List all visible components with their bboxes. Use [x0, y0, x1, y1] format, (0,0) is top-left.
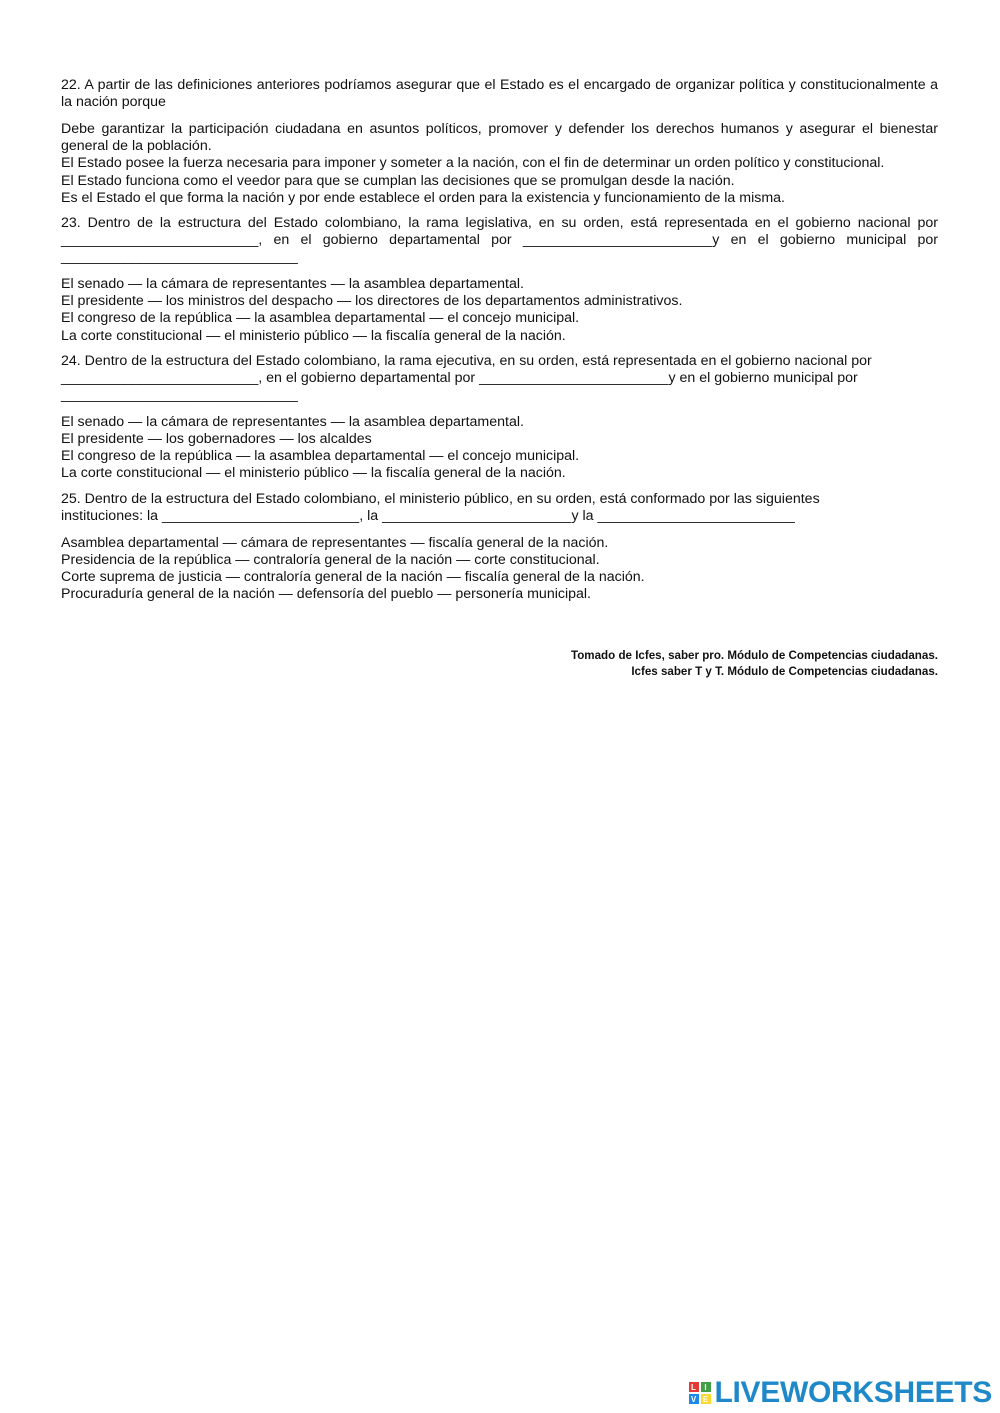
question-25-options	[61, 535, 938, 604]
question-24-option-c[interactable]: El congreso de la república — la asamblea departamental — el concejo municipal.	[61, 448, 580, 465]
question-24-line-1: 24. Dentro de la estructura del Estado colombiano, la rama ejecutiva, en su orden, está representada en el gobierno nacional por	[61, 352, 872, 369]
question-25	[61, 491, 938, 604]
question-22-stem: 22. A partir de las definiciones anteriores podríamos asegurar que el Estado es el encargado de organizar política y constitucionalmente a la nación porque	[61, 77, 938, 110]
question-25-option-b[interactable]: Presidencia de la república — contraloría general de la nación — corte constitucional.	[61, 551, 600, 568]
question-23-options	[61, 276, 938, 345]
question-25-option-d[interactable]: Procuraduría general de la nación — defensoría del pueblo — personería municipal.	[61, 586, 591, 603]
liveworksheets-logo-icon	[689, 1382, 711, 1404]
logo-square-l: L	[689, 1382, 699, 1392]
question-23	[61, 215, 938, 345]
question-23-option-c[interactable]: El congreso de la república — la asamblea departamental — el concejo municipal.	[61, 310, 580, 327]
question-25-line-2[interactable]: instituciones: la _________________________, la ________________________y la _________________________	[61, 507, 795, 524]
question-24-options	[61, 414, 938, 483]
question-24-blank-3[interactable]: ______________________________	[61, 386, 298, 403]
question-24	[61, 353, 938, 483]
question-23-option-d[interactable]: La corte constitucional — el ministerio público — la fiscalía general de la nación.	[61, 327, 566, 344]
question-24-line-2[interactable]: _________________________, en el gobierno departamental por ________________________y en el gobierno municipal por	[61, 369, 858, 386]
liveworksheets-logo[interactable]	[689, 1373, 993, 1413]
question-22-option-c[interactable]: El Estado funciona como el veedor para que se cumplan las decisiones que se promulgan desde la nación.	[61, 172, 735, 189]
question-22-option-d[interactable]: Es el Estado el que forma la nación y por ende establece el orden para la existencia y funcionamiento de la misma.	[61, 189, 785, 206]
source-citation	[571, 648, 938, 679]
question-24-option-b[interactable]: El presidente — los gobernadores — los alcaldes	[61, 431, 372, 448]
question-23-line-1: 23. Dentro de la estructura del Estado colombiano, la rama legislativa, en su orden, está representada en el gobierno nacional por	[61, 215, 938, 232]
logo-square-e: E	[701, 1394, 711, 1404]
question-23-option-b[interactable]: El presidente — los ministros del despacho — los directores de los departamentos administrativos.	[61, 293, 683, 310]
source-line-2: Icfes saber T y T. Módulo de Competencias ciudadanas.	[631, 664, 938, 678]
question-22-options	[61, 121, 938, 207]
question-25-option-a[interactable]: Asamblea departamental — cámara de representantes — fiscalía general de la nación.	[61, 534, 609, 551]
question-23-line-2[interactable]: _________________________, en el gobierno departamental por ________________________y en el gobierno municipal por	[61, 232, 938, 249]
question-22-option-b[interactable]: El Estado posee la fuerza necesaria para imponer y someter a la nación, con el fin de determinar un orden político y constitucional.	[61, 155, 885, 172]
question-25-option-c[interactable]: Corte suprema de justicia — contraloría general de la nación — fiscalía general de la nación.	[61, 569, 645, 586]
question-22	[61, 77, 938, 207]
question-24-option-a[interactable]: El senado — la cámara de representantes — la asamblea departamental.	[61, 413, 524, 430]
question-24-option-d[interactable]: La corte constitucional — el ministerio público — la fiscalía general de la nación.	[61, 465, 566, 482]
worksheet-body	[61, 77, 938, 611]
logo-square-v: V	[689, 1394, 699, 1404]
question-23-blank-3[interactable]: ______________________________	[61, 249, 298, 266]
liveworksheets-wordmark: LIVEWORKSHEETS	[714, 1376, 992, 1409]
question-25-line-1: 25. Dentro de la estructura del Estado colombiano, el ministerio público, en su orden, está conformado por las siguientes	[61, 490, 820, 507]
question-23-option-a[interactable]: El senado — la cámara de representantes — la asamblea departamental.	[61, 276, 524, 293]
source-line-1: Tomado de Icfes, saber pro. Módulo de Competencias ciudadanas.	[571, 649, 938, 662]
logo-square-i: I	[701, 1382, 711, 1392]
question-22-option-a[interactable]: Debe garantizar la participación ciudadana en asuntos políticos, promover y defender los derechos humanos y asegurar el bienestar general de la población.	[61, 121, 938, 155]
